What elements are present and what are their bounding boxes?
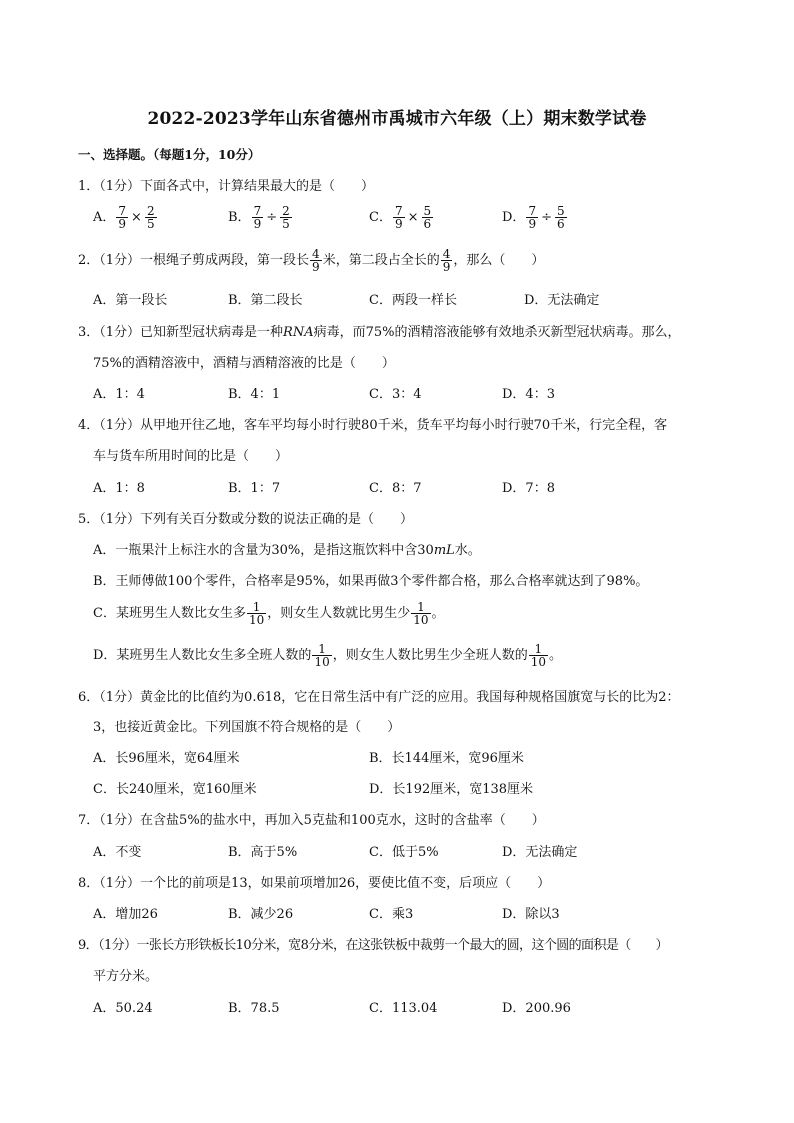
q2-option-d: D．无法确定	[524, 293, 600, 308]
q1-option-a: A． $\frac{7}{9}$ × $\frac{2}{5}$	[93, 204, 155, 231]
fraction: $\frac{7}{9}$	[118, 204, 127, 231]
fraction: $\frac{7}{9}$	[253, 204, 262, 231]
q1-option-d: D． $\frac{7}{9}$ ÷ $\frac{5}{6}$	[502, 204, 565, 231]
q7-option-a: A．不变	[93, 845, 142, 860]
q4-option-b: B．1：7	[228, 481, 281, 496]
q7-option-d: D．无法确定	[502, 845, 578, 860]
fraction: $\frac{4}{9}$	[312, 247, 320, 274]
q3-option-c: C．3：4	[369, 387, 422, 402]
fraction: $\frac{5}{6}$	[423, 204, 432, 231]
q6-option-d: D．长192厘米，宽138厘米	[369, 782, 534, 797]
question-4-stem-line-2: 车与货车所用时间的比是（ ）	[93, 449, 289, 464]
fraction: $\frac{7}{9}$	[528, 204, 537, 231]
q7-option-c: C．低于5%	[369, 845, 439, 860]
q4-option-a: A．1：8	[93, 481, 145, 496]
question-6-stem-line-2: 3，也接近黄金比。下列国旗不符合规格的是（ ）	[93, 720, 401, 735]
question-8-stem: 8．（1分）一个比的前项是13，如果前项增加26，要使比值不变，后项应（ ）	[78, 876, 551, 891]
q5-option-c: C．某班男生人数比女生多 $\frac{1}{10}$ ，则女生人数就比男生少 $\frac{1}{10}$ 。	[93, 600, 445, 627]
q9-option-a: A．50.24	[93, 1001, 153, 1016]
q9-option-c: C．113.04	[369, 1001, 438, 1016]
page-title: 2022-2023学年山东省德州市禹城市六年级（上）期末数学试卷	[147, 109, 647, 129]
q8-option-c: C．乘3	[369, 907, 414, 922]
question-9-stem: 9．（1分）一张长方形铁板长10分米，宽8分米，在这张铁板中裁剪一个最大的圆，这个圆的面积是（ ）	[78, 938, 668, 953]
fraction: $\frac{5}{6}$	[556, 204, 565, 231]
q8-option-a: A．增加26	[93, 907, 158, 922]
section-heading: 一、选择题。（每题1分，10分）	[78, 147, 261, 162]
fraction: $\frac{7}{9}$	[394, 204, 403, 231]
question-1-stem: 1．（1分）下面各式中，计算结果最大的是（ ）	[78, 179, 375, 194]
q2-option-c: C．两段一样长	[369, 293, 457, 308]
question-5-stem: 5．（1分）下列有关百分数或分数的说法正确的是（ ）	[78, 512, 414, 527]
q5-option-b: B．王师傅做100个零件，合格率是95%，如果再做3个零件都合格，那么合格率就达到了98%。	[93, 574, 649, 589]
fraction: $\frac{4}{9}$	[442, 247, 451, 274]
q9-option-d: D．200.96	[502, 1001, 571, 1016]
q5-option-d: D．某班男生人数比女生多全班人数的 $\frac{1}{10}$ ，则女生人数比男生少全班人数的 $\frac{1}{10}$ 。	[93, 642, 563, 669]
question-2-stem: 2．（1分）一根绳子剪成两段，第一段长 $\frac{4}{9}$ 米，第二段占全长的 $\frac{4}{9}$ ，那么（ ）	[78, 247, 545, 274]
q6-option-b: B．长144厘米，宽96厘米	[369, 751, 524, 766]
question-9-stem-line-2: 平方分米。	[93, 969, 159, 984]
q6-option-a: A．长96厘米，宽64厘米	[93, 751, 240, 766]
question-7-stem: 7．（1分）在含盐5%的盐水中，再加入5克盐和100克水，这时的含盐率（ ）	[78, 813, 545, 828]
q1-option-c: C． $\frac{7}{9}$ × $\frac{5}{6}$	[369, 204, 432, 231]
q4-option-d: D．7：8	[502, 481, 555, 496]
fraction: $\frac{1}{10}$	[248, 600, 265, 627]
q3-option-a: A．1：4	[93, 387, 145, 402]
q2-option-a: A．第一段长	[93, 293, 168, 308]
fraction: $\frac{2}{5}$	[282, 204, 290, 231]
fraction: $\frac{1}{10}$	[314, 642, 330, 669]
fraction: $\frac{1}{10}$	[413, 600, 429, 627]
q4-option-c: C．8：7	[369, 481, 422, 496]
fraction: $\frac{2}{5}$	[146, 204, 155, 231]
q6-option-c: C．长240厘米，宽160厘米	[93, 782, 257, 797]
q5-option-a: A．一瓶果汁上标注水的含量为30%，是指这瓶饮料中含30mL水。	[93, 543, 481, 558]
q8-option-b: B．减少26	[228, 907, 294, 922]
question-3-stem-line-2: 75%的酒精溶液中，酒精与酒精溶液的比是（ ）	[93, 356, 395, 371]
fraction: $\frac{1}{10}$	[530, 642, 547, 669]
question-3-stem: 3．（1分）已知新型冠状病毒是一种RNA病毒，而75%的酒精溶液能够有效地杀灭新型冠状病毒。那么，	[78, 325, 681, 340]
q3-option-d: D．4：3	[502, 387, 555, 402]
q8-option-d: D．除以3	[502, 907, 560, 922]
q7-option-b: B．高于5%	[228, 845, 298, 860]
q1-option-b: B． $\frac{7}{9}$ ÷ $\frac{2}{5}$	[228, 204, 290, 231]
question-6-stem: 6．（1分）黄金比的比值约为0.618，它在日常生活中有广泛的应用。我国每种规格国旗宽与长的比为2：	[78, 690, 680, 705]
q2-option-b: B．第二段长	[228, 293, 303, 308]
question-4-stem: 4．（1分）从甲地开往乙地，客车平均每小时行驶80千米，货车平均每小时行驶70千米，行完全程，客	[78, 418, 668, 433]
q9-option-b: B．78.5	[228, 1001, 280, 1016]
q3-option-b: B．4：1	[228, 387, 281, 402]
